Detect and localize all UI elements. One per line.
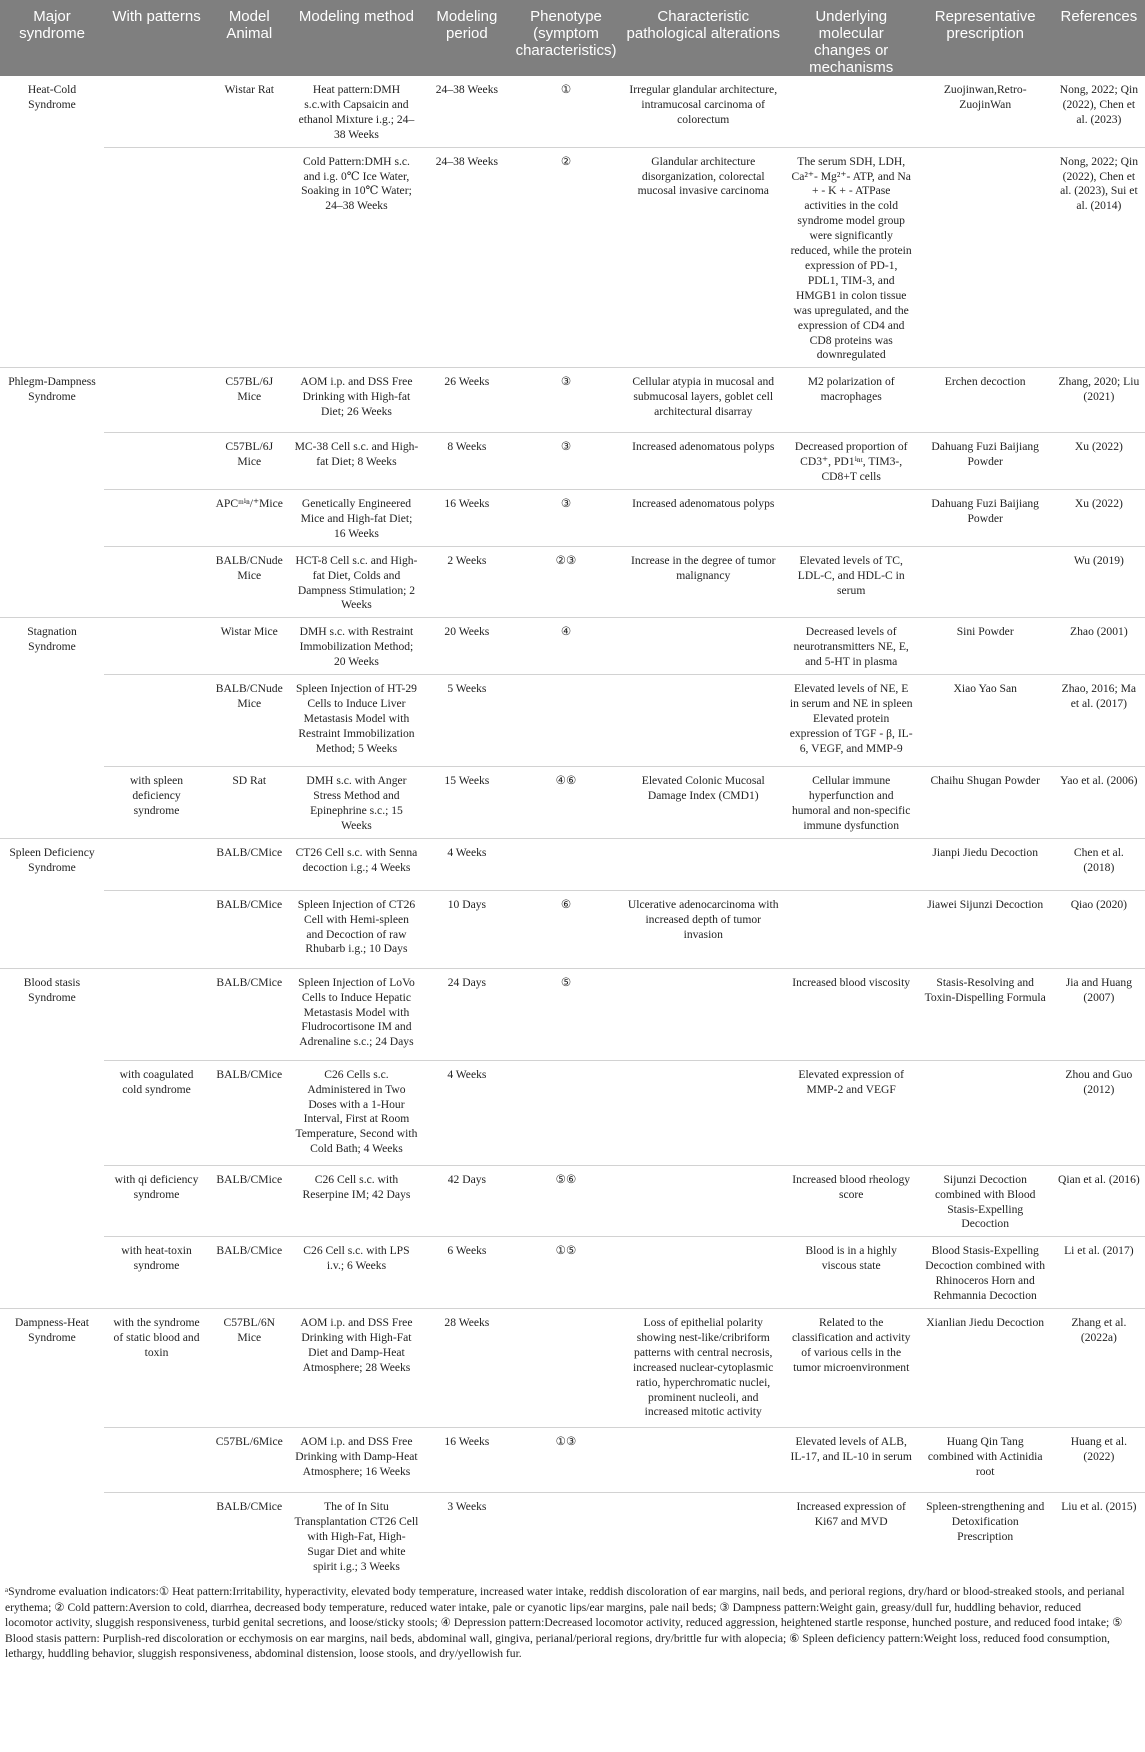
table-row (0, 368, 1145, 433)
cell-mechanism: Decreased proportion of CD3⁺, PD1ⁱⁿᵗ, TIM3-, CD8+T cells (785, 433, 918, 490)
cell-prescription: Dahuang Fuzi Baijiang Powder (918, 490, 1053, 547)
cell-phenotype: ⑤⑥ (510, 1165, 621, 1237)
cell-mechanism: Cellular immune hyperfunction and humoral and non-specific immune dysfunction (785, 767, 918, 839)
table-row (0, 490, 1145, 547)
table-row (0, 1060, 1145, 1165)
cell-model-animal: BALB/CMice (216, 1499, 283, 1513)
cell-model-animal: BALB/CMice (209, 968, 289, 1060)
cell-modeling-method: AOM i.p. and DSS Free Drinking with High-fat Diet; 26 Weeks (289, 368, 423, 433)
cell-pathology (622, 1060, 785, 1165)
cell-modeling-period: 16 Weeks (423, 490, 510, 547)
cell-prescription: Jianpi Jiedu Decoction (918, 838, 1053, 890)
cell-modeling-method: Spleen Injection of CT26 Cell with Hemi-spleen and Decoction of raw Rhubarb i.g.; 10 Days (289, 890, 423, 968)
cell-references: Zhang et al. (2022a) (1053, 1308, 1145, 1427)
cell-with-pattern: with coagulated cold syndrome (104, 1060, 209, 1165)
cell-modeling-period: 28 Weeks (423, 1308, 510, 1427)
cell-pathology (622, 968, 785, 1060)
cell-major-syndrome (0, 147, 104, 368)
cell-model-animal: Wistar Mice (209, 618, 289, 675)
cell-phenotype (510, 1060, 621, 1165)
cell-pathology (622, 1237, 785, 1309)
cell-with-pattern (104, 890, 209, 968)
cell-prescription (918, 147, 1053, 368)
cell-major-syndrome (0, 546, 104, 618)
cell-modeling-period: 24 Days (423, 968, 510, 1060)
cell-with-pattern: with qi deficiency syndrome (104, 1165, 209, 1237)
cell-major-syndrome (0, 490, 104, 547)
header-references: References (1053, 0, 1145, 76)
cell-modeling-method: MC-38 Cell s.c. and High-fat Diet; 8 Weeks (289, 433, 423, 490)
cell-modeling-method: C26 Cell s.c. with Reserpine IM; 42 Days (289, 1165, 423, 1237)
cell-modeling-method: Spleen Injection of LoVo Cells to Induce Hepatic Metastasis Model with Fludrocortisone IM and Adrenaline s.c.; 24 Days (289, 968, 423, 1060)
cell-major-syndrome (0, 1165, 104, 1237)
cell-modeling-method: Genetically Engineered Mice and High-fat Diet; 16 Weeks (289, 490, 423, 547)
cell-model-animal: Wistar Rat (209, 76, 289, 147)
cell-references: Nong, 2022; Qin (2022), Chen et al. (2023), Sui et al. (2014) (1053, 147, 1145, 368)
cell-major-syndrome: Phlegm-Dampness Syndrome (8, 375, 96, 404)
header-pathology: Characteristic pathological alterations (622, 0, 785, 76)
cell-major-syndrome (0, 1060, 104, 1165)
cell-pathology: Elevated Colonic Mucosal Damage Index (CMD1) (622, 767, 785, 839)
cell-phenotype: ⑤ (510, 968, 621, 1060)
cell-modeling-period: 20 Weeks (423, 618, 510, 675)
table-row (0, 675, 1145, 767)
cell-model-animal: BALB/CMice (209, 1060, 289, 1165)
table-row (0, 147, 1145, 368)
cell-major-syndrome: Dampness-Heat Syndrome (14, 1315, 90, 1344)
cell-pathology (622, 1427, 785, 1492)
cell-model-animal: BALB/CMice (209, 1237, 289, 1309)
cell-with-pattern (104, 368, 209, 433)
cell-modeling-period: 10 Days (423, 890, 510, 968)
cell-major-syndrome (0, 767, 104, 839)
cell-mechanism: M2 polarization of macrophages (785, 368, 918, 433)
cell-modeling-method: HCT-8 Cell s.c. and High-fat Diet, Colds and Dampness Stimulation; 2 Weeks (289, 546, 423, 618)
cell-references: Nong, 2022; Qin (2022), Chen et al. (2023) (1053, 76, 1145, 147)
cell-model-animal (209, 147, 289, 368)
cell-modeling-period: 6 Weeks (423, 1237, 510, 1309)
cell-pathology (622, 838, 785, 890)
cell-prescription: Sijunzi Decoction combined with Blood Stasis-Expelling Decoction (918, 1165, 1053, 1237)
cell-with-pattern (104, 968, 209, 1060)
cell-pathology: Ulcerative adenocarcinoma with increased depth of tumor invasion (622, 890, 785, 968)
cell-references: Zhou and Guo (2012) (1053, 1060, 1145, 1165)
cell-references: Zhao (2001) (1053, 618, 1145, 675)
header-modeling-period: Modeling period (423, 0, 510, 76)
cell-pathology: Increased adenomatous polyps (622, 433, 785, 490)
cell-modeling-method: AOM i.p. and DSS Free Drinking with High-Fat Diet and Damp-Heat Atmosphere; 28 Weeks (289, 1308, 423, 1427)
cell-references: Qiao (2020) (1053, 890, 1145, 968)
cell-with-pattern (104, 147, 209, 368)
cell-with-pattern: with spleen deficiency syndrome (104, 767, 209, 839)
cell-modeling-method: C26 Cells s.c. Administered in Two Doses with a 1-Hour Interval, First at Room Temperature, Second with Cold Bath; 4 Weeks (289, 1060, 423, 1165)
cell-references: Jia and Huang (2007) (1053, 968, 1145, 1060)
cell-phenotype: ⑥ (510, 890, 621, 968)
cell-phenotype: ①⑤ (510, 1237, 621, 1309)
cell-prescription: Blood Stasis-Expelling Decoction combined with Rhinoceros Horn and Rehmannia Decoction (918, 1237, 1053, 1309)
cell-major-syndrome (0, 1492, 104, 1584)
cell-phenotype (510, 838, 621, 890)
cell-mechanism: The serum SDH, LDH, Ca²⁺- Mg²⁺- ATP, and Na + - K + - ATPase activities in the cold syndrome model group were significantly reduced, while the protein expression of PD-1, PDL1, TIM-3, and HMGB1 in colon tissue was upregulated, and the expression of CD4 and CD8 proteins was downregulated (785, 147, 918, 368)
cell-references: Xu (2022) (1053, 490, 1145, 547)
cell-model-animal: BALB/CNude Mice (209, 546, 289, 618)
cell-modeling-period: 3 Weeks (447, 1499, 487, 1513)
cell-prescription: Sini Powder (918, 618, 1053, 675)
cell-references: Li et al. (2017) (1053, 1237, 1145, 1309)
cell-prescription: Spleen-strengthening and Detoxification Prescription (926, 1499, 1045, 1543)
cell-mechanism: Elevated expression of MMP-2 and VEGF (785, 1060, 918, 1165)
cell-phenotype: ①③ (510, 1427, 621, 1492)
cell-modeling-period: 16 Weeks (423, 1427, 510, 1492)
cell-major-syndrome (0, 1427, 104, 1492)
cell-modeling-period: 26 Weeks (423, 368, 510, 433)
cell-model-animal: BALB/CMice (209, 1165, 289, 1237)
cell-mechanism: Elevated levels of NE, E in serum and NE in spleen Elevated protein expression of TGF - β, IL-6, VEGF, and MMP-9 (785, 675, 918, 767)
cell-mechanism: Increased blood rheology score (785, 1165, 918, 1237)
cell-with-pattern: with the syndrome of static blood and toxin (104, 1308, 209, 1427)
cell-phenotype: ④ (510, 618, 621, 675)
table-row (0, 1237, 1145, 1309)
header-with-patterns: With patterns (104, 0, 209, 76)
header-modeling-method: Modeling method (289, 0, 423, 76)
cell-with-pattern (104, 1492, 209, 1584)
cell-with-pattern (104, 490, 209, 547)
cell-major-syndrome (0, 675, 104, 767)
cell-pathology: Increased adenomatous polyps (622, 490, 785, 547)
cell-model-animal: SD Rat (209, 767, 289, 839)
cell-modeling-method: The of In Situ Transplantation CT26 Cell with High-Fat, High-Sugar Diet and white spirit i.g.; 3 Weeks (294, 1499, 419, 1573)
cell-pathology (622, 1492, 785, 1584)
cell-modeling-method: Cold Pattern:DMH s.c. and i.g. 0℃ Ice Water, Soaking in 10℃ Water; 24–38 Weeks (289, 147, 423, 368)
cell-major-syndrome: Spleen Deficiency Syndrome (9, 845, 95, 874)
cell-model-animal: BALB/CNude Mice (209, 675, 289, 767)
cell-major-syndrome (0, 433, 104, 490)
cell-pathology: Loss of epithelial polarity showing nest-like/cribriform patterns with central necrosis, increased nuclear-cytoplasmic ratio, hyperchromatic nuclei, prominent nucleoli, and increased mitotic activity (622, 1308, 785, 1427)
cell-modeling-method: AOM i.p. and DSS Free Drinking with Damp-Heat Atmosphere; 16 Weeks (289, 1427, 423, 1492)
cell-prescription (918, 546, 1053, 618)
table-footnote: ᵃSyndrome evaluation indicators:① Heat pattern:Irritability, hyperactivity, elevated body temperature, increased water intake, reddish discoloration of ear margins, nail beds, and perioral regions, dry/hard or blood-streaked stools, and perianal erythema; ② Cold pattern:Aversion to cold, diarrhea, decreased body temperature, reduced water intake, pale or cyanotic lips/ear margins, pale nail beds; ③ Dampness pattern:Weight gain, greasy/dull fur, huddling behavior, reduced locomotor activity, sluggish responsiveness, turbid genital secretions, and loose/sticky stools; ④ Depression pattern:Decreased locomotor activity, reduced aggression, heightened startle response, hunched posture, and reduced food intake; ⑤ Blood stasis pattern: Purplish-red discoloration or ecchymosis on ear margins, nail beds, abdominal wall, gingiva, perianal/perioral regions, dry/brittle fur with alopecia; ⑥ Spleen deficiency pattern:Weight loss, reduced food consumption, lethargy, huddling behavior, sluggish responsiveness, abdominal distension, loose stools, and dry/yellowish fur. (5, 1585, 1125, 1661)
cell-with-pattern (104, 618, 209, 675)
cell-modeling-method: Spleen Injection of HT-29 Cells to Induce Liver Metastasis Model with Restraint Immobilization Method; 5 Weeks (289, 675, 423, 767)
header-mechanism: Underlying molecular changes or mechanisms (785, 0, 918, 76)
cell-modeling-period: 24–38 Weeks (423, 147, 510, 368)
cell-pathology (622, 1165, 785, 1237)
cell-phenotype: ③ (510, 490, 621, 547)
cell-prescription (918, 1060, 1053, 1165)
cell-model-animal: BALB/CMice (209, 838, 289, 890)
table-row (0, 1492, 1145, 1584)
cell-mechanism: Increased expression of Ki67 and MVD (796, 1499, 906, 1528)
cell-modeling-method: DMH s.c. with Anger Stress Method and Epinephrine s.c.; 15 Weeks (289, 767, 423, 839)
cell-mechanism (785, 76, 918, 147)
cell-with-pattern (104, 76, 209, 147)
cell-model-animal: BALB/CMice (209, 890, 289, 968)
cell-modeling-method: CT26 Cell s.c. with Senna decoction i.g.; 4 Weeks (289, 838, 423, 890)
cell-phenotype: ②③ (510, 546, 621, 618)
cell-references: Zhang, 2020; Liu (2021) (1053, 368, 1145, 433)
cell-references: Huang et al. (2022) (1053, 1427, 1145, 1492)
cell-phenotype: ① (510, 76, 621, 147)
cell-prescription: Huang Qin Tang combined with Actinidia root (918, 1427, 1053, 1492)
cell-phenotype (510, 1308, 621, 1427)
cell-phenotype (510, 675, 621, 767)
cell-mechanism: Blood is in a highly viscous state (785, 1237, 918, 1309)
cell-major-syndrome: Stagnation Syndrome (27, 625, 77, 654)
table-row (0, 838, 1145, 890)
cell-modeling-method: C26 Cell s.c. with LPS i.v.; 6 Weeks (289, 1237, 423, 1309)
cell-prescription: Xianlian Jiedu Decoction (918, 1308, 1053, 1427)
cell-modeling-period: 24–38 Weeks (423, 76, 510, 147)
cell-model-animal: C57BL/6J Mice (209, 368, 289, 433)
table-row (0, 76, 1145, 147)
cell-references: Liu et al. (2015) (1061, 1499, 1137, 1513)
cell-phenotype: ③ (510, 433, 621, 490)
header-phenotype: Phenotype (symptom characteristics) (510, 0, 621, 76)
cell-pathology (622, 618, 785, 675)
cell-mechanism (785, 490, 918, 547)
table-row (0, 890, 1145, 968)
cell-references: Qian et al. (2016) (1053, 1165, 1145, 1237)
cell-prescription: Dahuang Fuzi Baijiang Powder (918, 433, 1053, 490)
header-row (0, 0, 1145, 76)
cell-major-syndrome: Blood stasis Syndrome (23, 975, 81, 1004)
cell-pathology (622, 675, 785, 767)
cell-modeling-method: Heat pattern:DMH s.c.with Capsaicin and ethanol Mixture i.g.; 24–38 Weeks (289, 76, 423, 147)
cell-references: Chen et al. (2018) (1053, 838, 1145, 890)
cell-major-syndrome: Heat-Cold Syndrome (27, 83, 77, 111)
cell-mechanism (785, 890, 918, 968)
cell-modeling-period: 2 Weeks (423, 546, 510, 618)
table-row (0, 618, 1145, 675)
cell-references: Xu (2022) (1053, 433, 1145, 490)
cell-references: Zhao, 2016; Ma et al. (2017) (1053, 675, 1145, 767)
cell-with-pattern: with heat-toxin syndrome (104, 1237, 209, 1309)
cell-modeling-method: DMH s.c. with Restraint Immobilization Method; 20 Weeks (289, 618, 423, 675)
cell-modeling-period: 4 Weeks (423, 838, 510, 890)
table-row (0, 1165, 1145, 1237)
cell-phenotype (510, 1492, 621, 1584)
cell-phenotype: ④⑥ (510, 767, 621, 839)
cell-prescription: Erchen decoction (918, 368, 1053, 433)
cell-references: Wu (2019) (1053, 546, 1145, 618)
cell-modeling-period: 4 Weeks (423, 1060, 510, 1165)
cell-pathology: Cellular atypia in mucosal and submucosal layers, goblet cell architectural disarray (622, 368, 785, 433)
cell-pathology: Increase in the degree of tumor malignancy (622, 546, 785, 618)
cell-model-animal: C57BL/6N Mice (209, 1308, 289, 1427)
cell-prescription: Stasis-Resolving and Toxin-Dispelling Formula (918, 968, 1053, 1060)
table-row (0, 767, 1145, 839)
cell-mechanism: Elevated levels of TC, LDL-C, and HDL-C in serum (785, 546, 918, 618)
cell-modeling-period: 8 Weeks (423, 433, 510, 490)
cell-with-pattern (104, 838, 209, 890)
header-model-animal: Model Animal (209, 0, 289, 76)
table-row (0, 968, 1145, 1060)
header-prescription: Representative prescription (918, 0, 1053, 76)
cell-prescription: Chaihu Shugan Powder (918, 767, 1053, 839)
cell-prescription: Zuojinwan,Retro-ZuojinWan (918, 76, 1053, 147)
cell-modeling-period: 5 Weeks (423, 675, 510, 767)
cell-model-animal: C57BL/6J Mice (209, 433, 289, 490)
table-row (0, 1427, 1145, 1492)
cell-major-syndrome (0, 1237, 104, 1309)
cell-phenotype: ② (510, 147, 621, 368)
cell-mechanism: Related to the classification and activity of various cells in the tumor microenvironment (785, 1308, 918, 1427)
table-row (0, 1308, 1145, 1427)
header-major-syndrome: Major syndrome (0, 0, 104, 76)
cell-prescription: Jiawei Sijunzi Decoction (918, 890, 1053, 968)
cell-modeling-period: 15 Weeks (423, 767, 510, 839)
cell-mechanism: Elevated levels of ALB, IL-17, and IL-10 in serum (785, 1427, 918, 1492)
cell-mechanism: Decreased levels of neurotransmitters NE, E, and 5-HT in plasma (785, 618, 918, 675)
cell-modeling-period: 42 Days (423, 1165, 510, 1237)
cell-model-animal: APCᵐⁱⁿ/⁺Mice (209, 490, 289, 547)
cell-with-pattern (104, 1427, 209, 1492)
table-row (0, 546, 1145, 618)
cell-mechanism (785, 838, 918, 890)
cell-references: Yao et al. (2006) (1053, 767, 1145, 839)
cell-prescription: Xiao Yao San (918, 675, 1053, 767)
cell-with-pattern (104, 675, 209, 767)
cell-with-pattern (104, 546, 209, 618)
cell-major-syndrome (0, 890, 104, 968)
cell-with-pattern (104, 433, 209, 490)
cell-mechanism: Increased blood viscosity (785, 968, 918, 1060)
cell-model-animal: C57BL/6Mice (209, 1427, 289, 1492)
table-row (0, 433, 1145, 490)
cell-pathology: Irregular glandular architecture, intramucosal carcinoma of colorectum (622, 76, 785, 147)
cell-phenotype: ③ (510, 368, 621, 433)
cell-pathology: Glandular architecture disorganization, colorectal mucosal invasive carcinoma (622, 147, 785, 368)
